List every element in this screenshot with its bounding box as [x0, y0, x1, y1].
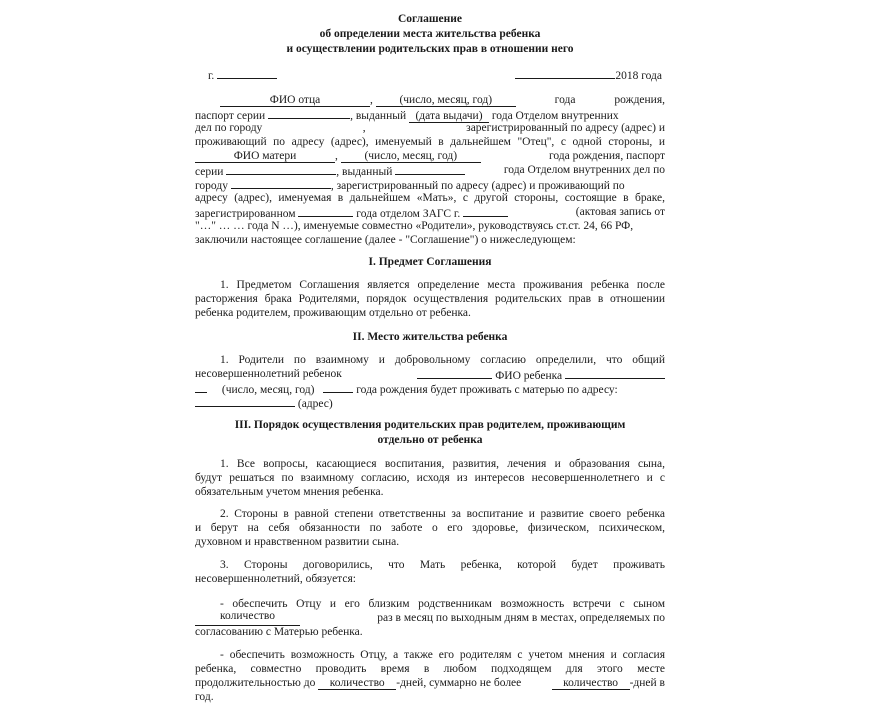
- mother-passport-series-blank: [226, 163, 336, 175]
- section1-line-1: 1. Предметом Соглашения является определение места проживания ребенка после: [220, 279, 665, 291]
- child-fio-blank: [565, 367, 665, 379]
- text: года: [554, 94, 576, 106]
- text: -дней в: [629, 677, 665, 689]
- mother-passport-date-blank: [395, 163, 465, 175]
- section3-p1-line-2: будут решаться по взаимному согласию, исходя из интересов несовершеннолетнего и с: [195, 472, 665, 484]
- city-prefix: г.: [208, 70, 215, 82]
- text: паспорт серии: [195, 110, 266, 122]
- date-line: [492, 67, 662, 84]
- text: зарегистрированный по адресу (адрес) и: [466, 122, 665, 134]
- child-address-blank: [195, 395, 295, 407]
- section3-heading-line2: отдельно от ребенка: [377, 434, 483, 446]
- child-fio-label: ФИО ребенка: [495, 370, 563, 382]
- intro-line-1: ФИО отца , (число, месяц, год) года рождения,: [195, 93, 665, 108]
- text: серии: [195, 166, 224, 178]
- year-suffix: 2018 года: [615, 70, 662, 82]
- text: несовершеннолетний ребенок: [195, 368, 342, 380]
- section3-p5-line-1: - обеспечить возможность Отцу, а также его родителям с учетом мнения и согласия: [220, 649, 665, 661]
- intro-line-3: [195, 121, 665, 136]
- marriage-date-blank: [298, 205, 353, 217]
- section3-p2-line-1: 2. Стороны в равной степени ответственны за воспитание и развитие своего ребенка: [220, 508, 665, 520]
- intro-line-11: заключили настоящее соглашение (далее - "Соглашение") о нижеследующем:: [195, 234, 576, 246]
- section3-p1-line-1: 1. Все вопросы, касающиеся воспитания, развития, лечения и образования сына,: [220, 458, 665, 470]
- text: , выданный: [336, 166, 393, 178]
- mother-city-blank: [231, 177, 331, 189]
- father-passport-date-field: (дата выдачи): [409, 111, 489, 123]
- section2-line-4: [195, 395, 665, 412]
- section3-p3-line-2: несовершеннолетний, обязуется:: [195, 573, 356, 585]
- section3-p2-line-3: духовном и нравственном развитии сына.: [195, 536, 400, 548]
- text: раз в месяц по выходным дням в местах, определяемых по: [377, 612, 665, 624]
- father-fio-field: ФИО отца: [220, 95, 370, 107]
- text: рождения,: [614, 94, 665, 106]
- mother-birthdate-field: (число, месяц, год): [341, 151, 481, 163]
- child-birthdate-label: (число, месяц, год): [221, 384, 315, 396]
- child-address-label: (адрес): [297, 398, 333, 410]
- child-fio-pre-blank: [417, 367, 492, 379]
- section2-heading: II. Место жительства ребенка: [352, 331, 508, 343]
- section1-line-2: расторжения брака Родителями, порядок осуществления родительских прав в отношении: [195, 293, 665, 305]
- section1-heading: I. Предмет Соглашения: [368, 256, 492, 268]
- text: продолжительностью до: [195, 677, 316, 689]
- text: года Отделом внутренних: [491, 110, 619, 122]
- visits-count-field: количество: [195, 611, 300, 626]
- doc-title-line3: и осуществлении родительских прав в отношении него: [286, 43, 574, 55]
- text: , зарегистрированный по адресу (адрес) и проживающий по: [330, 180, 625, 192]
- passport-series-blank: [268, 107, 350, 119]
- father-birthdate-field: (число, месяц, год): [376, 95, 516, 107]
- intro-line-8: адресу (адрес), именуемая в дальнейшем «Мать», с другой стороны, состоящие в браке,: [195, 192, 665, 204]
- section3-heading-line1: III. Порядок осуществления родительских прав родителем, проживающим: [234, 419, 626, 431]
- section3-p1-line-3: обязательным учетом мнения ребенка.: [195, 486, 384, 498]
- intro-line-5: ФИО матери , (число, месяц, год) года рождения, паспорт: [195, 149, 665, 164]
- text: дел по городу: [195, 122, 263, 134]
- city-blank: [217, 67, 277, 79]
- doc-title-line1: Соглашение: [397, 13, 463, 25]
- section3-p2-line-2: и берут на себя обязанности по заботе о его здоровье, физическом, психическом,: [195, 522, 665, 534]
- section3-p5-line-3: [195, 676, 665, 691]
- section3-p4-line-2: [195, 611, 665, 626]
- text: года Отделом внутренних дел по: [503, 164, 665, 176]
- days-total-field: количество: [552, 678, 630, 690]
- section3-p4-line-1: - обеспечить Отцу и его близким родственникам возможность встречи с сыном: [220, 598, 665, 610]
- text: -дней, суммарно не более: [396, 677, 522, 689]
- section3-p4-line-3: согласованию с Матерью ребенка.: [195, 626, 363, 638]
- child-day-blank: [195, 381, 207, 393]
- city-line: [208, 67, 308, 84]
- intro-line-4: проживающий по адресу (адрес), именуемый в дальнейшем "Отец", с одной стороны, и: [195, 136, 665, 148]
- text: года рождения, паспорт: [548, 150, 665, 162]
- section2-line-1: 1. Родители по взаимному и добровольному согласию определили, что общий: [220, 354, 665, 366]
- section3-p5-line-4: год.: [195, 691, 214, 703]
- text: (актовая запись от: [575, 206, 665, 218]
- text: года рождения будет проживать с матерью по адресу:: [356, 384, 618, 396]
- intro-line-10: "…" … … года N …), именуемые совместно «Родители», руководствуясь ст.ст. 24, 66 РФ,: [195, 220, 634, 232]
- days-max-field: количество: [318, 678, 396, 690]
- section3-p5-line-2: ребенка, совместно проводить время в любом подходящем для этого месте: [195, 663, 665, 675]
- registry-city-blank: [463, 205, 508, 217]
- text: ,: [362, 122, 366, 134]
- section3-p3-line-1: 3. Стороны договорились, что Мать ребенка, которой будет проживать: [220, 559, 665, 571]
- date-blank: [515, 67, 615, 79]
- text: городу: [195, 180, 228, 192]
- doc-title-line2: об определении места жительства ребенка: [319, 28, 541, 40]
- text: , выданный: [350, 110, 407, 122]
- section1-line-3: ребенка родителем, проживающим отдельно от ребенка.: [195, 307, 471, 319]
- text: года отделом ЗАГС г.: [356, 208, 461, 220]
- child-birthdate-blank: [323, 381, 353, 393]
- text: зарегистрированном: [195, 208, 296, 220]
- mother-fio-field: ФИО матери: [195, 151, 335, 163]
